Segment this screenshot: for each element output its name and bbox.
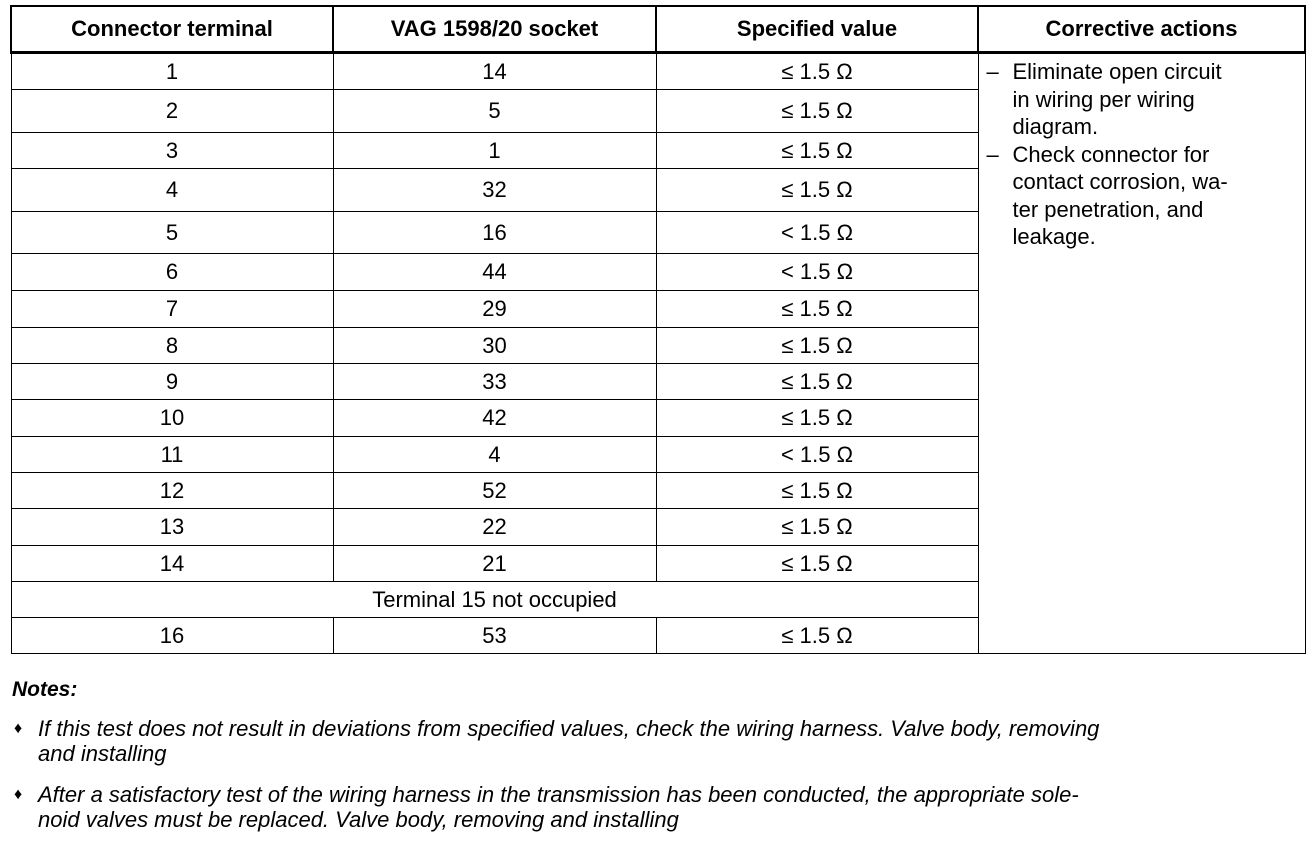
socket-cell: 4 — [333, 437, 656, 473]
notes-section — [12, 678, 1308, 848]
corrective-action-line: in wiring per wiring — [1012, 86, 1195, 112]
value-cell: ≤ 1.5 Ω — [656, 509, 978, 546]
value-cell: ≤ 1.5 Ω — [656, 618, 978, 654]
terminal-cell: 9 — [11, 364, 333, 400]
value-cell: ≤ 1.5 Ω — [656, 546, 978, 582]
socket-cell: 1 — [333, 133, 656, 169]
terminal-cell: 5 — [11, 212, 333, 254]
terminal-cell: 2 — [11, 90, 333, 133]
corrective-action-item — [987, 141, 1297, 251]
diamond-bullet-icon: ♦ — [14, 720, 23, 737]
terminal-cell: 10 — [11, 400, 333, 437]
dash-marker: – — [986, 141, 999, 167]
corrective-action-line: Check connector for — [1012, 141, 1210, 167]
socket-cell: 16 — [333, 212, 656, 254]
corrective-actions-cell — [978, 53, 1305, 654]
terminal-cell: 3 — [11, 133, 333, 169]
corrective-action-line: Eliminate open circuit — [1012, 59, 1222, 84]
note-line: If this test does not result in deviations from specified values, check the wiring harness. Valve body, removing — [38, 716, 1100, 741]
terminal-cell: 7 — [11, 291, 333, 328]
value-cell: ≤ 1.5 Ω — [656, 90, 978, 133]
terminal-cell: 6 — [11, 254, 333, 291]
terminal-15-note: Terminal 15 not occupied — [11, 582, 978, 618]
value-cell: ≤ 1.5 Ω — [656, 53, 978, 90]
terminal-cell: 4 — [11, 169, 333, 212]
terminal-cell: 16 — [11, 618, 333, 654]
socket-cell: 42 — [333, 400, 656, 437]
header-connector-terminal: Connector terminal — [11, 6, 333, 53]
socket-cell: 32 — [333, 169, 656, 212]
value-cell: ≤ 1.5 Ω — [656, 328, 978, 364]
header-socket: VAG 1598/20 socket — [333, 6, 656, 53]
note-item — [12, 782, 1308, 832]
value-cell: ≤ 1.5 Ω — [656, 133, 978, 169]
header-corrective-actions: Corrective actions — [978, 6, 1305, 53]
value-cell: ≤ 1.5 Ω — [656, 291, 978, 328]
table-row — [11, 53, 1305, 90]
specification-table — [10, 5, 1306, 654]
socket-cell: 52 — [333, 473, 656, 509]
value-cell: < 1.5 Ω — [656, 437, 978, 473]
socket-cell: 30 — [333, 328, 656, 364]
dash-marker: – — [986, 59, 999, 84]
note-line: and installing — [38, 741, 167, 766]
value-cell: ≤ 1.5 Ω — [656, 473, 978, 509]
socket-cell: 22 — [333, 509, 656, 546]
corrective-action-line: contact corrosion, wa- — [1012, 169, 1228, 194]
value-cell: < 1.5 Ω — [656, 212, 978, 254]
corrective-action-line: diagram. — [1012, 114, 1099, 139]
diamond-bullet-icon: ♦ — [14, 786, 23, 803]
note-line: After a satisfactory test of the wiring harness in the transmission has been conducted, the appropriate sole- — [38, 782, 1079, 807]
socket-cell: 33 — [333, 364, 656, 400]
socket-cell: 53 — [333, 618, 656, 654]
terminal-cell: 11 — [11, 437, 333, 473]
note-line: noid valves must be replaced. Valve body, removing and installing — [38, 807, 679, 832]
header-specified-value: Specified value — [656, 6, 978, 53]
socket-cell: 44 — [333, 254, 656, 291]
socket-cell: 29 — [333, 291, 656, 328]
note-item — [12, 716, 1308, 766]
table-header-row — [11, 6, 1305, 53]
terminal-cell: 12 — [11, 473, 333, 509]
corrective-action-line: ter penetration, and — [1012, 196, 1204, 222]
value-cell: ≤ 1.5 Ω — [656, 400, 978, 437]
socket-cell: 5 — [333, 90, 656, 133]
corrective-action-line: leakage. — [1012, 224, 1096, 249]
value-cell: ≤ 1.5 Ω — [656, 169, 978, 212]
value-cell: < 1.5 Ω — [656, 254, 978, 291]
terminal-cell: 8 — [11, 328, 333, 364]
corrective-action-item — [987, 58, 1297, 141]
terminal-cell: 1 — [11, 53, 333, 90]
notes-title: Notes: — [12, 678, 78, 701]
socket-cell: 21 — [333, 546, 656, 582]
value-cell: ≤ 1.5 Ω — [656, 364, 978, 400]
socket-cell: 14 — [333, 53, 656, 90]
terminal-cell: 14 — [11, 546, 333, 582]
terminal-cell: 13 — [11, 509, 333, 546]
